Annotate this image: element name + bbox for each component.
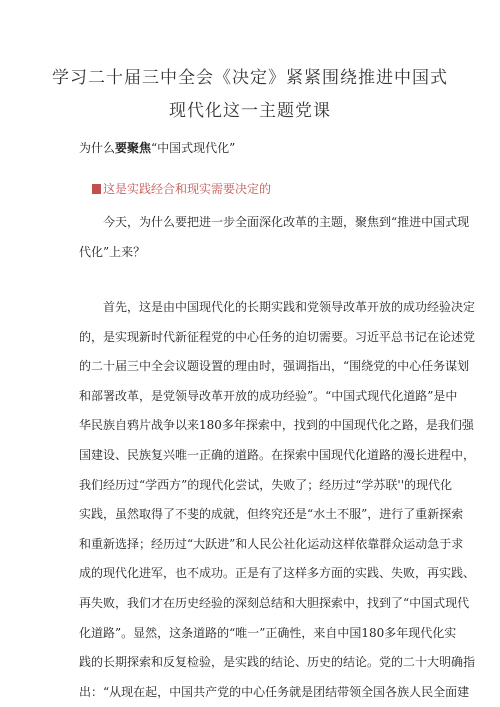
subheading-bold: 要聚焦: [115, 141, 152, 155]
paragraph-line: 代化”上来？: [79, 244, 146, 259]
paragraph-line: 的二十届三中全会议题设置的理由时，强调指出，“围绕党的中心任务谋划: [79, 359, 470, 374]
paragraph-line: 实践，虽然取得了不斐的成就，但终究还是“水土不服”，进行了重新探索: [79, 507, 464, 522]
paragraph-line: 再失败，我们才在历史经验的深刻总结和大胆探索中，找到了“中国式现代: [79, 595, 470, 610]
document-title-line-2: 现代化这一主题党课: [169, 101, 331, 121]
paragraph-2: [79, 293, 476, 707]
paragraph-line: 首先，这是由中国现代化的长期实践和党领导改革开放的成功经验决定: [103, 300, 476, 314]
subheading-prefix: 为什么: [79, 141, 116, 155]
paragraph-line: 今天，为什么要把进一步全面深化改革的主题，聚焦到“推进中国式现: [103, 215, 470, 229]
paragraph-line: 践的长期探索和反复检验，是实践的结论、历史的结论。党的二十大明确指: [79, 655, 476, 670]
section-heading: [92, 180, 271, 197]
subheading: [79, 139, 235, 156]
paragraph-line: 我们经历过“学西方”的现代化尝试，失败了；经历过“学苏联''的现代化: [79, 477, 453, 492]
paragraph-1: [79, 208, 470, 267]
paragraph-line: 和重新选择；经历过“大跃进”和人民公社化运动这样依靠群众运动急于求: [79, 536, 464, 551]
paragraph-line: 和部署改革，是党领导改革开放的成功经验”。“中国式现代化道路”是中: [79, 388, 458, 403]
paragraph-line: 华民族自鸦片战争以来180多年探索中，找到的中国现代化之路，是我们强: [79, 418, 474, 433]
paragraph-line: 化道路”。显然，这条道路的“唯一”正确性，来自中国180多年现代化实: [79, 625, 457, 640]
square-bullet-icon: [92, 184, 101, 194]
document-title-line-1: 学习二十届三中全会《决定》紧紧围绕推进中国式: [52, 68, 448, 88]
subheading-suffix: “中国式现代化”: [151, 141, 236, 155]
section-heading-text: 这是实践经合和现实需要决定的: [103, 182, 272, 196]
paragraph-line: 国建设、民族复兴唯一正确的道路。在探索中国现代化道路的漫长进程中，: [79, 447, 476, 462]
paragraph-line: 的，是实现新时代新征程党的中心任务的迫切需要。习近平总书记在论述党: [79, 329, 476, 344]
paragraph-line: 成的现代化进军，也不成功。正是有了这样多方面的实践、失败，再实践、: [79, 566, 476, 581]
paragraph-line: 出：“从现在起，中国共产党的中心任务就是团结带领全国各族人民全面建: [79, 684, 470, 699]
